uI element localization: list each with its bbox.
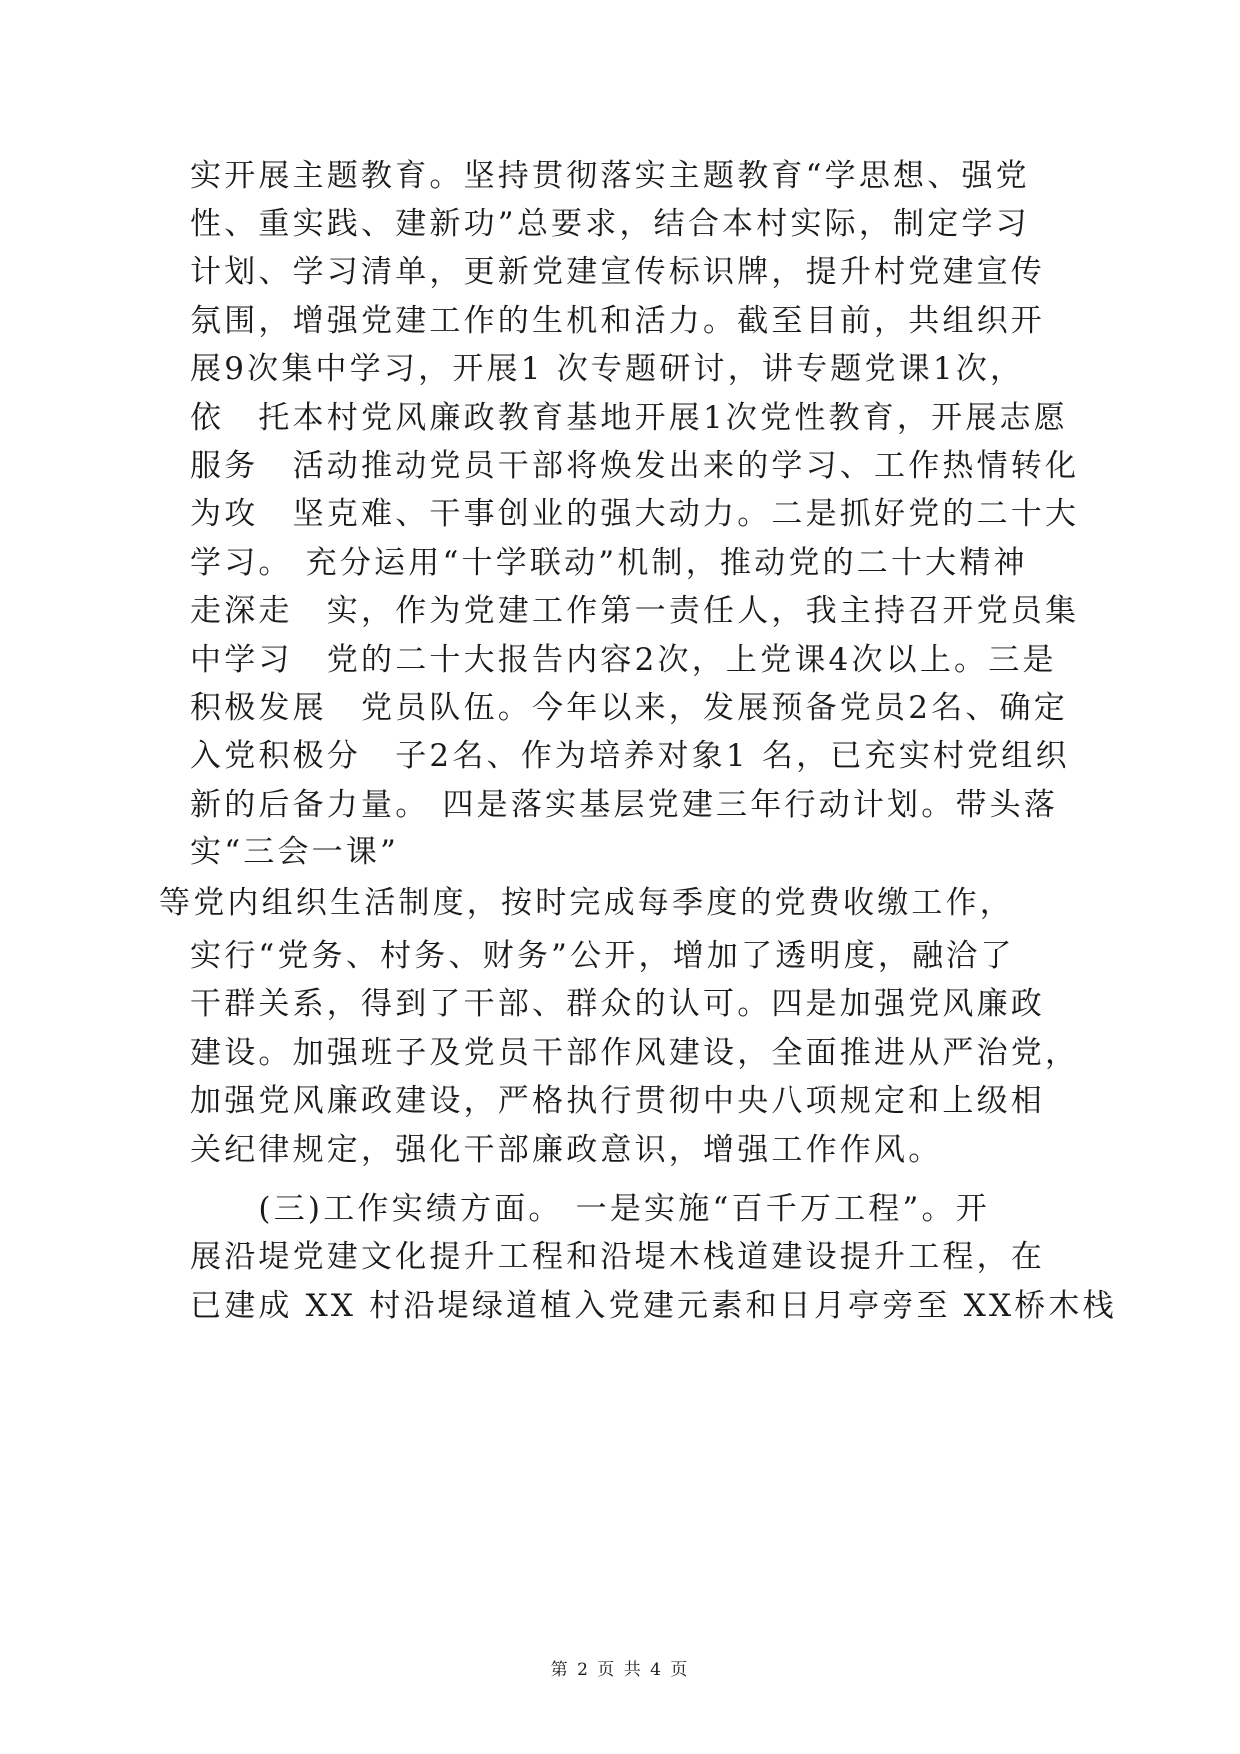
text-line: 性、重实践、建新功”总要求，结合本村实际，制定学习 bbox=[190, 206, 1030, 242]
text-line: 实开展主题教育。坚持贯彻落实主题教育“学思想、强党 bbox=[190, 158, 1030, 194]
text-line: 氛围，增强党建工作的生机和活力。截至目前，共组织开 bbox=[190, 303, 1045, 339]
text-line: 展沿堤党建文化提升工程和沿堤木栈道建设提升工程，在 bbox=[190, 1239, 1045, 1275]
text-line: 走深走 实，作为党建工作第一责任人，我主持召开党员集 bbox=[190, 593, 1080, 629]
text-line: 入党积极分 子2名、作为培养对象1 名，已充实村党组织 bbox=[190, 738, 1070, 774]
text-line: 已建成 XX 村沿堤绿道植入党建元素和日月亭旁至 XX桥木栈 bbox=[190, 1288, 1117, 1324]
text-line: 新的后备力量。 四是落实基层党建三年行动计划。带头落 bbox=[190, 787, 1059, 823]
text-line: 建设。加强班子及党员干部作风建设，全面推进从严治党， bbox=[190, 1035, 1080, 1071]
text-line: 展9次集中学习，开展1 次专题研讨，讲专题党课1次， bbox=[190, 351, 1025, 387]
text-line: 学习。 充分运用“十学联动”机制，推动党的二十大精神 bbox=[190, 545, 1028, 581]
text-line: 实行“党务、村务、财务”公开，增加了透明度，融洽了 bbox=[190, 938, 1015, 974]
text-line: (三)工作实绩方面。 一是实施“百千万工程”。开 bbox=[190, 1191, 990, 1227]
text-line: 为攻 坚克难、干事创业的强大动力。二是抓好党的二十大 bbox=[190, 496, 1080, 532]
text-line: 计划、学习清单，更新党建宣传标识牌，提升村党建宣传 bbox=[190, 254, 1045, 290]
text-line: 实“三会一课” bbox=[190, 834, 400, 870]
text-line: 依 托本村党风廉政教育基地开展1次党性教育，开展志愿 bbox=[190, 400, 1068, 436]
text-line: 服务 活动推动党员干部将焕发出来的学习、工作热情转化 bbox=[190, 448, 1080, 484]
text-line: 积极发展 党员队伍。今年以来，发展预备党员2名、确定 bbox=[190, 690, 1068, 726]
text-line: 中学习 党的二十大报告内容2次，上党课4次以上。三是 bbox=[190, 642, 1057, 678]
text-line: 关纪律规定，强化干部廉政意识，增强工作作风。 bbox=[190, 1132, 943, 1168]
text-line: 等党内组织生活制度，按时完成每季度的党费收缴工作， bbox=[159, 885, 1014, 921]
page-number-footer: 第 2 页 共 4 页 bbox=[550, 1660, 690, 1680]
text-line: 干群关系，得到了干部、群众的认可。四是加强党风廉政 bbox=[190, 986, 1045, 1022]
text-line: 加强党风廉政建设，严格执行贯彻中央八项规定和上级相 bbox=[190, 1083, 1045, 1119]
